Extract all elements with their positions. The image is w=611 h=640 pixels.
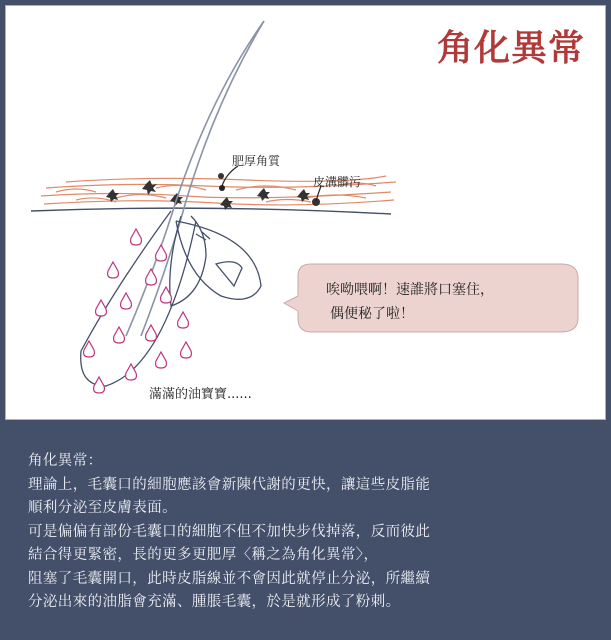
sebum-dirt-label: 皮溝髒污 [313,175,362,189]
illustration-panel [5,5,606,420]
oil-babies [84,229,192,393]
explanation-line: 結合得更緊密，長的更多更肥厚〈稱之為角化異常〉， [28,547,379,563]
keratin-leader-line [222,166,238,186]
skin-base-line [31,208,391,214]
speech-line-1: 唉呦喂啊！速誰將口塞住， [326,282,494,298]
explanation-text [28,450,588,615]
explanation-line: 理論上，毛囊口的細胞應該會新陳代謝的更快，讓這些皮脂能 [28,476,431,493]
keratin-label: 肥厚角質 [232,154,281,168]
speech-bubble-text [326,278,566,326]
explanation-line: 可是偏偏有部份毛囊口的細胞不但不加快步伐掉落，反而彼此 [28,523,431,540]
keratin-pointer-dot [219,185,225,191]
page-title: 角化異常 [436,28,585,69]
oil-babies-label: 滿滿的油寶寶...... [149,387,252,402]
speech-line-2: 偶便秘了啦！ [330,306,414,322]
explanation-heading: 角化異常： [28,453,103,469]
explanation-line: 順利分泌至皮膚表面。 [28,500,177,516]
explanation-line: 阻塞了毛囊開口，此時皮脂線並不會因此就停止分泌，所繼續 [28,570,431,587]
explanation-line: 分泌出來的油脂會充滿、腫脹毛囊，於是就形成了粉刺。 [28,594,401,610]
